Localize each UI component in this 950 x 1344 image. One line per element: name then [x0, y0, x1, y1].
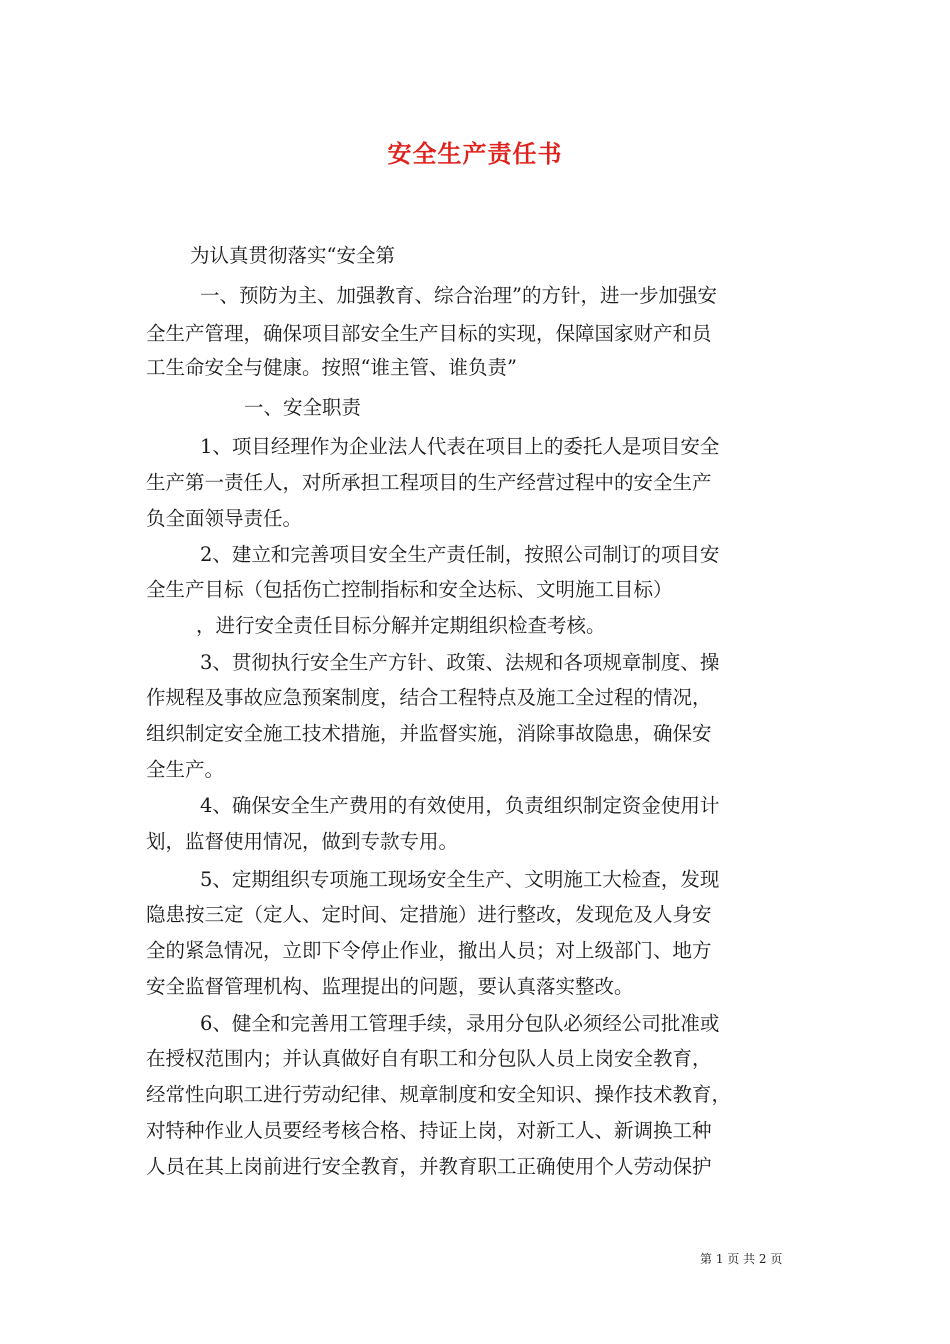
- body-line: 隐患按三定（定人、定时间、定措施）进行整改，发现危及人身安: [146, 903, 712, 926]
- body-line: 1、项目经理作为企业法人代表在项目上的委托人是项目安全: [200, 435, 720, 458]
- body-line: 4、确保安全生产费用的有效使用，负责组织制定资金使用计: [200, 794, 720, 817]
- body-line: 5、定期组织专项施工现场安全生产、文明施工大检查，发现: [200, 868, 720, 891]
- body-line: 3、贯彻执行安全生产方针、政策、法规和各项规章制度、操: [200, 651, 720, 674]
- body-line: 6、健全和完善用工管理手续，录用分包队必须经公司批准或: [200, 1012, 720, 1035]
- body-line: 划，监督使用情况，做到专款专用。: [146, 830, 459, 853]
- body-line: 在授权范围内；并认真做好自有职工和分包队人员上岗安全教育，: [146, 1047, 712, 1070]
- body-line: 2、建立和完善项目安全生产责任制，按照公司制订的项目安: [200, 543, 720, 566]
- body-line: ，进行安全责任目标分解并定期组织检查考核。: [196, 614, 606, 637]
- document-title: 安全生产责任书: [387, 140, 563, 168]
- body-line: 全生产。: [146, 758, 225, 781]
- body-line: 全生产管理，确保项目部安全生产目标的实现，保障国家财产和员: [146, 322, 712, 345]
- body-line: 生产第一责任人，对所承担工程项目的生产经营过程中的安全生产: [146, 471, 712, 494]
- body-line: 对特种作业人员要经考核合格、持证上岗，对新工人、新调换工种: [146, 1119, 712, 1142]
- body-line: 人员在其上岗前进行安全教育，并教育职工正确使用个人劳动保护: [146, 1155, 712, 1178]
- body-line: 全的紧急情况，立即下令停止作业，撤出人员；对上级部门、地方: [146, 939, 712, 962]
- body-line: 工生命安全与健康。按照“谁主管、谁负责”: [146, 356, 517, 379]
- body-line: 为认真贯彻落实“安全第: [190, 244, 395, 267]
- page-number: 第 1 页 共 2 页: [700, 1252, 783, 1266]
- body-line: 经常性向职工进行劳动纪律、规章制度和安全知识、操作技术教育，: [146, 1083, 732, 1106]
- body-line: 安全监督管理机构、监理提出的问题，要认真落实整改。: [146, 975, 634, 998]
- body-line: 负全面领导责任。: [146, 507, 303, 530]
- body-line: 全生产目标（包括伤亡控制指标和安全达标、文明施工目标）: [146, 578, 673, 601]
- section-heading: 一、安全职责: [244, 396, 362, 419]
- body-line: 一、预防为主、加强教育、综合治理”的方针，进一步加强安: [200, 284, 717, 307]
- body-line: 组织制定安全施工技术措施，并监督实施，消除事故隐患，确保安: [146, 722, 712, 745]
- body-line: 作规程及事故应急预案制度，结合工程特点及施工全过程的情况，: [146, 686, 712, 709]
